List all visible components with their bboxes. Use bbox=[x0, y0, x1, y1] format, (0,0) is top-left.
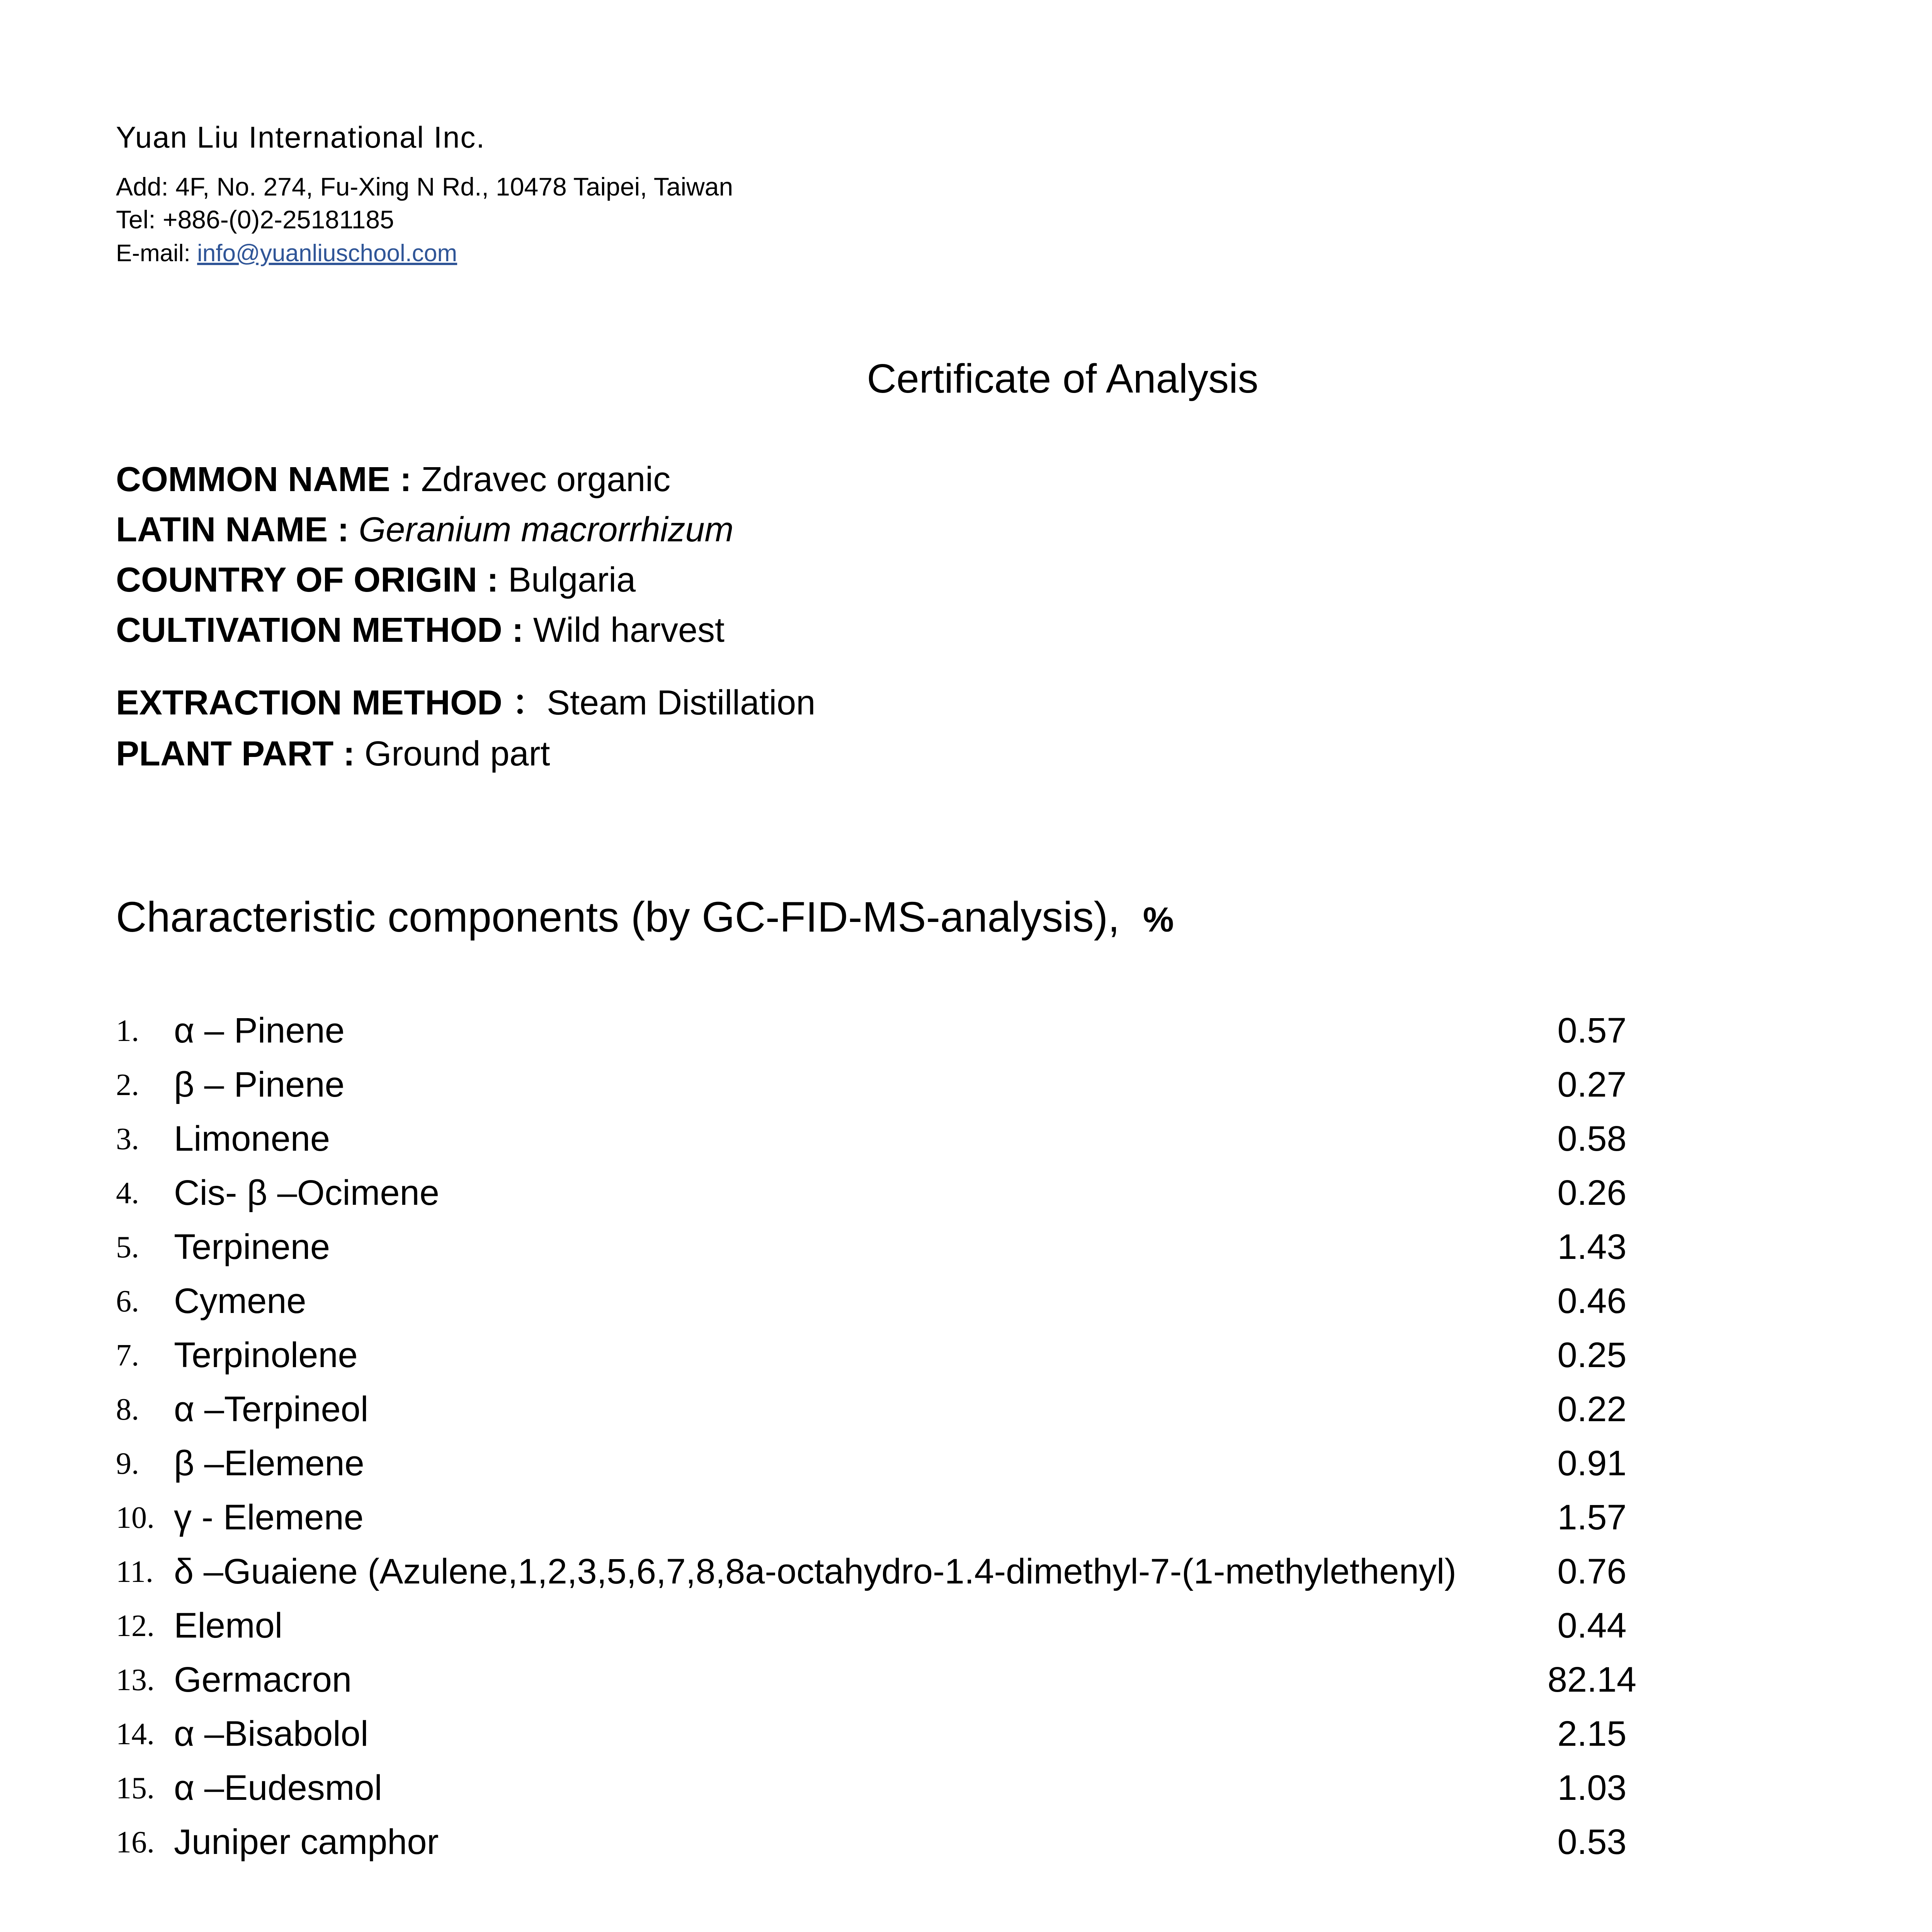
component-name: Cymene bbox=[174, 1281, 306, 1321]
field-label: LATIN NAME : bbox=[116, 510, 359, 549]
list-item bbox=[116, 1010, 1662, 1065]
list-item bbox=[116, 1281, 1662, 1335]
company-address: Add: 4F, No. 274, Fu-Xing N Rd., 10478 Taipei, Taiwan bbox=[116, 172, 733, 201]
list-item bbox=[116, 1173, 1662, 1227]
email-link[interactable]: info@yuanliuschool.com bbox=[197, 240, 457, 267]
component-name: α – Pinene bbox=[174, 1011, 345, 1050]
component-name: Elemol bbox=[174, 1606, 283, 1645]
item-number: 15. bbox=[116, 1771, 155, 1805]
field-value: Geranium macrorrhizum bbox=[359, 510, 734, 549]
list-item bbox=[116, 1227, 1662, 1281]
item-number: 13. bbox=[116, 1663, 155, 1697]
field-label: EXTRACTION METHOD ： bbox=[116, 684, 547, 722]
item-number: 6. bbox=[116, 1284, 139, 1318]
list-item bbox=[116, 1551, 1662, 1605]
component-value: 0.46 bbox=[1557, 1281, 1627, 1321]
item-number: 10. bbox=[116, 1501, 155, 1535]
company-email bbox=[116, 242, 457, 265]
component-value: 0.91 bbox=[1557, 1444, 1627, 1483]
item-number: 5. bbox=[116, 1230, 139, 1264]
field-value: Ground part bbox=[364, 735, 550, 773]
component-name: α –Eudesmol bbox=[174, 1768, 383, 1808]
field-latin-name bbox=[116, 510, 733, 550]
field-common-name bbox=[116, 460, 670, 500]
component-name: Limonene bbox=[174, 1119, 330, 1158]
list-item bbox=[116, 1443, 1662, 1497]
field-value: Steam Distillation bbox=[546, 684, 816, 722]
item-number: 8. bbox=[116, 1393, 139, 1427]
component-name: Cis- β –Ocimene bbox=[174, 1173, 439, 1213]
component-name: Juniper camphor bbox=[174, 1822, 439, 1862]
component-value: 1.03 bbox=[1557, 1768, 1627, 1808]
field-country-of-origin bbox=[116, 560, 636, 600]
components-unit: % bbox=[1143, 901, 1174, 939]
item-number: 14. bbox=[116, 1717, 155, 1751]
list-item bbox=[116, 1714, 1662, 1768]
field-label: PLANT PART : bbox=[116, 735, 365, 773]
field-value: Wild harvest bbox=[533, 611, 725, 650]
component-value: 1.43 bbox=[1557, 1227, 1627, 1267]
component-value: 0.27 bbox=[1557, 1065, 1627, 1104]
list-item bbox=[116, 1822, 1662, 1876]
component-name: β –Elemene bbox=[174, 1444, 364, 1483]
component-name: α –Bisabolol bbox=[174, 1714, 369, 1753]
component-name: γ - Elemene bbox=[174, 1498, 364, 1537]
component-value: 82.14 bbox=[1547, 1660, 1637, 1699]
item-number: 12. bbox=[116, 1609, 155, 1643]
component-value: 1.57 bbox=[1557, 1498, 1627, 1537]
component-value: 0.44 bbox=[1557, 1606, 1627, 1645]
item-number: 2. bbox=[116, 1068, 139, 1102]
field-value: Bulgaria bbox=[508, 561, 636, 599]
field-label: COMMON NAME : bbox=[116, 460, 421, 499]
list-item bbox=[116, 1605, 1662, 1660]
field-plant-part bbox=[116, 734, 550, 774]
field-value: Zdravec organic bbox=[421, 460, 671, 499]
component-value: 0.76 bbox=[1557, 1552, 1627, 1591]
component-name: α –Terpineol bbox=[174, 1389, 369, 1429]
component-name: β – Pinene bbox=[174, 1065, 345, 1104]
component-value: 0.57 bbox=[1557, 1011, 1627, 1050]
list-item bbox=[116, 1660, 1662, 1714]
components-heading bbox=[116, 893, 1174, 942]
component-name: Terpinene bbox=[174, 1227, 330, 1267]
component-name: Terpinolene bbox=[174, 1335, 358, 1375]
list-item bbox=[116, 1389, 1662, 1443]
field-extraction-method bbox=[116, 674, 815, 724]
item-number: 3. bbox=[116, 1122, 139, 1156]
component-value: 0.53 bbox=[1557, 1822, 1627, 1862]
list-item bbox=[116, 1497, 1662, 1551]
list-item bbox=[116, 1065, 1662, 1119]
list-item bbox=[116, 1119, 1662, 1173]
component-value: 0.25 bbox=[1557, 1335, 1627, 1375]
list-item bbox=[116, 1335, 1662, 1389]
item-number: 1. bbox=[116, 1014, 139, 1048]
components-heading-text: Characteristic components (by GC-FID-MS-analysis), bbox=[116, 893, 1120, 941]
item-number: 16. bbox=[116, 1825, 155, 1859]
field-label: COUNTRY OF ORIGIN : bbox=[116, 561, 509, 599]
component-name: Germacron bbox=[174, 1660, 352, 1699]
item-number: 4. bbox=[116, 1176, 139, 1210]
field-label: CULTIVATION METHOD : bbox=[116, 611, 533, 650]
company-tel: Tel: +886-(0)2-25181185 bbox=[116, 205, 394, 234]
field-cultivation-method bbox=[116, 611, 724, 650]
item-number: 9. bbox=[116, 1447, 139, 1481]
components-list bbox=[116, 1010, 1662, 1876]
component-value: 0.58 bbox=[1557, 1119, 1627, 1158]
component-value: 2.15 bbox=[1557, 1714, 1627, 1753]
page-title: Certificate of Analysis bbox=[867, 356, 1259, 401]
component-name: δ –Guaiene (Azulene,1,2,3,5,6,7,8,8a-octahydro-1.4-dimethyl-7-(1-methylethenyl) bbox=[174, 1552, 1456, 1591]
component-value: 0.26 bbox=[1557, 1173, 1627, 1213]
item-number: 7. bbox=[116, 1338, 139, 1372]
list-item bbox=[116, 1768, 1662, 1822]
component-value: 0.22 bbox=[1557, 1389, 1627, 1429]
company-name: Yuan Liu International Inc. bbox=[116, 120, 485, 154]
email-label: E-mail: bbox=[116, 240, 197, 267]
item-number: 11. bbox=[116, 1555, 154, 1589]
